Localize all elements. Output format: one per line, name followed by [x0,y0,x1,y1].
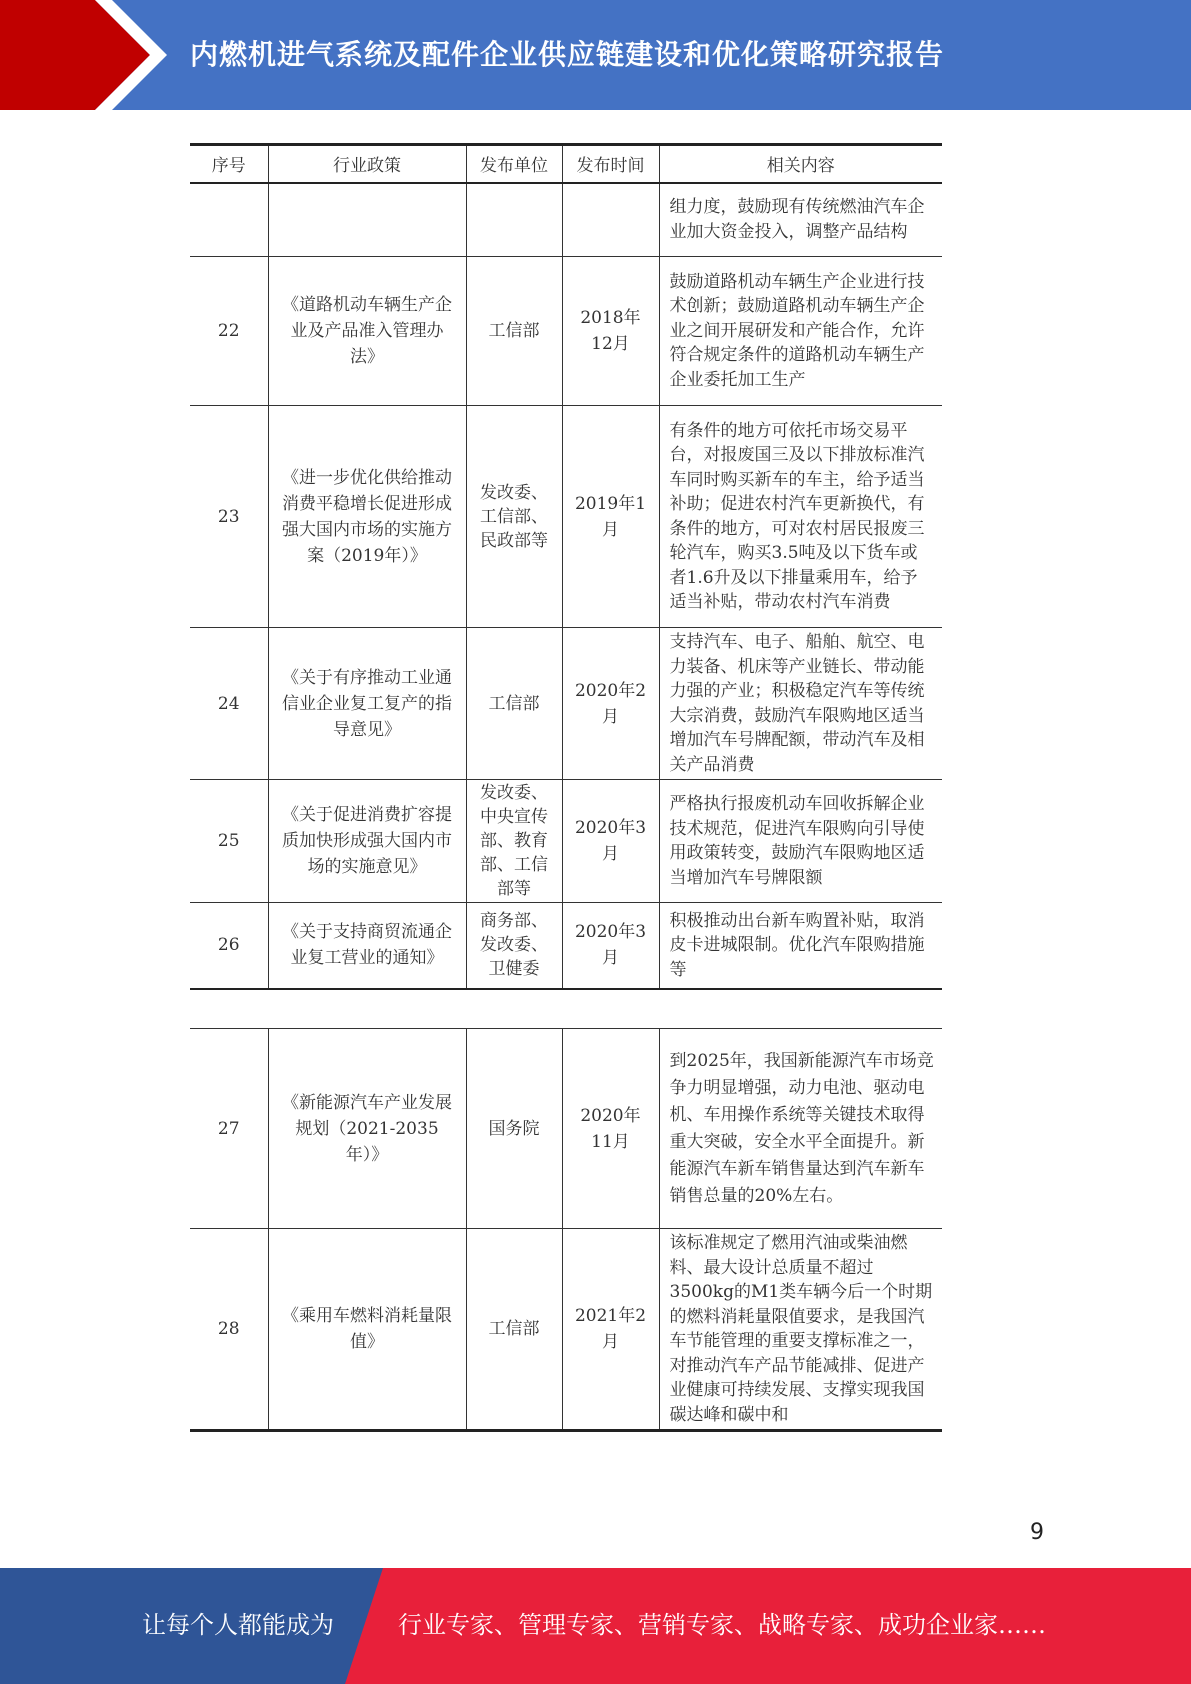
row-policy-name: 《进一步优化供给推动消费平稳增长促进形成强大国内市场的实施方案（2019年）》 [268,406,466,628]
row-content: 鼓励道路机动车辆生产企业进行技术创新；鼓励道路机动车辆生产企业之间开展研发和产能合作，允许符合规定条件的道路机动车辆生产企业委托加工生产 [659,257,942,406]
row-issuer: 发改委、工信部、民政部等 [466,406,562,628]
row-number: 23 [190,406,268,628]
page-number: 9 [1030,1520,1044,1545]
column-header-policy: 行业政策 [268,145,466,183]
row-issuer: 工信部 [466,257,562,406]
column-header-content: 相关内容 [659,145,942,183]
row-date: 2018年12月 [562,257,659,406]
table-row [190,406,942,628]
row-policy-name: 《道路机动车辆生产企业及产品准入管理办法》 [268,257,466,406]
row-date: 2020年11月 [562,1029,659,1229]
row-issuer: 国务院 [466,1029,562,1229]
column-header-date: 发布时间 [562,145,659,183]
row-number [190,183,268,257]
row-content: 积极推动出台新车购置补贴，取消皮卡进城限制。优化汽车限购措施等 [659,903,942,989]
row-number: 27 [190,1029,268,1229]
report-title: 内燃机进气系统及配件企业供应链建设和优化策略研究报告 [190,38,945,71]
table-header-row [190,145,942,183]
row-date: 2020年2月 [562,628,659,780]
table-row [190,780,942,903]
table-row [190,628,942,780]
row-number: 24 [190,628,268,780]
page-footer [0,1568,1191,1684]
table-row [190,1229,942,1431]
row-number: 22 [190,257,268,406]
table-row [190,257,942,406]
row-content: 到2025年，我国新能源汽车市场竞争力明显增强，动力电池、驱动电机、车用操作系统等关键技术取得重大突破，安全水平全面提升。新能源汽车新车销售量达到汽车新车销售总量的20%左右。 [659,1029,942,1229]
row-date [562,183,659,257]
policy-table [190,143,942,990]
row-date: 2021年2月 [562,1229,659,1431]
row-date: 2019年1月 [562,406,659,628]
footer-slogan-right: 行业专家、管理专家、营销专家、战略专家、成功企业家…… [398,1611,1046,1639]
row-content: 组力度，鼓励现有传统燃油汽车企业加大资金投入，调整产品结构 [659,183,942,257]
column-header-number: 序号 [190,145,268,183]
policy-table-continued [190,1028,942,1432]
column-header-issuer: 发布单位 [466,145,562,183]
row-policy-name: 《关于支持商贸流通企业复工营业的通知》 [268,903,466,989]
row-date: 2020年3月 [562,780,659,903]
row-content: 有条件的地方可依托市场交易平台，对报废国三及以下排放标准汽车同时购买新车的车主，给予适当补助；促进农村汽车更新换代，有条件的地方，可对农村居民报废三轮汽车，购买3.5吨及以下货车或者1.6升及以下排量乘用车，给予适当补贴，带动农村汽车消费 [659,406,942,628]
table-row [190,1029,942,1229]
table-row [190,183,942,257]
row-policy-name: 《关于有序推动工业通信业企业复工复产的指导意见》 [268,628,466,780]
row-content: 支持汽车、电子、船舶、航空、电力装备、机床等产业链长、带动能力强的产业；积极稳定汽车等传统大宗消费，鼓励汽车限购地区适当增加汽车号牌配额，带动汽车及相关产品消费 [659,628,942,780]
row-number: 26 [190,903,268,989]
row-policy-name: 《新能源汽车产业发展规划（2021-2035年）》 [268,1029,466,1229]
page-header [0,0,1191,110]
row-issuer [466,183,562,257]
row-policy-name: 《关于促进消费扩容提质加快形成强大国内市场的实施意见》 [268,780,466,903]
row-policy-name: 《乘用车燃料消耗量限值》 [268,1229,466,1431]
row-policy-name [268,183,466,257]
row-issuer: 发改委、中央宣传部、教育部、工信部等 [466,780,562,903]
row-content: 该标准规定了燃用汽油或柴油燃料、最大设计总质量不超过3500kg的M1类车辆今后一个时期的燃料消耗量限值要求，是我国汽车节能管理的重要支撑标准之一，对推动汽车产品节能减排、促进产业健康可持续发展、支撑实现我国碳达峰和碳中和 [659,1229,942,1431]
row-content: 严格执行报废机动车回收拆解企业技术规范，促进汽车限购向引导使用政策转变，鼓励汽车限购地区适当增加汽车号牌限额 [659,780,942,903]
row-number: 25 [190,780,268,903]
row-issuer: 商务部、发改委、卫健委 [466,903,562,989]
row-issuer: 工信部 [466,628,562,780]
table-row [190,903,942,989]
footer-slogan-left: 让每个人都能成为 [142,1611,334,1639]
row-issuer: 工信部 [466,1229,562,1431]
row-number: 28 [190,1229,268,1431]
row-date: 2020年3月 [562,903,659,989]
